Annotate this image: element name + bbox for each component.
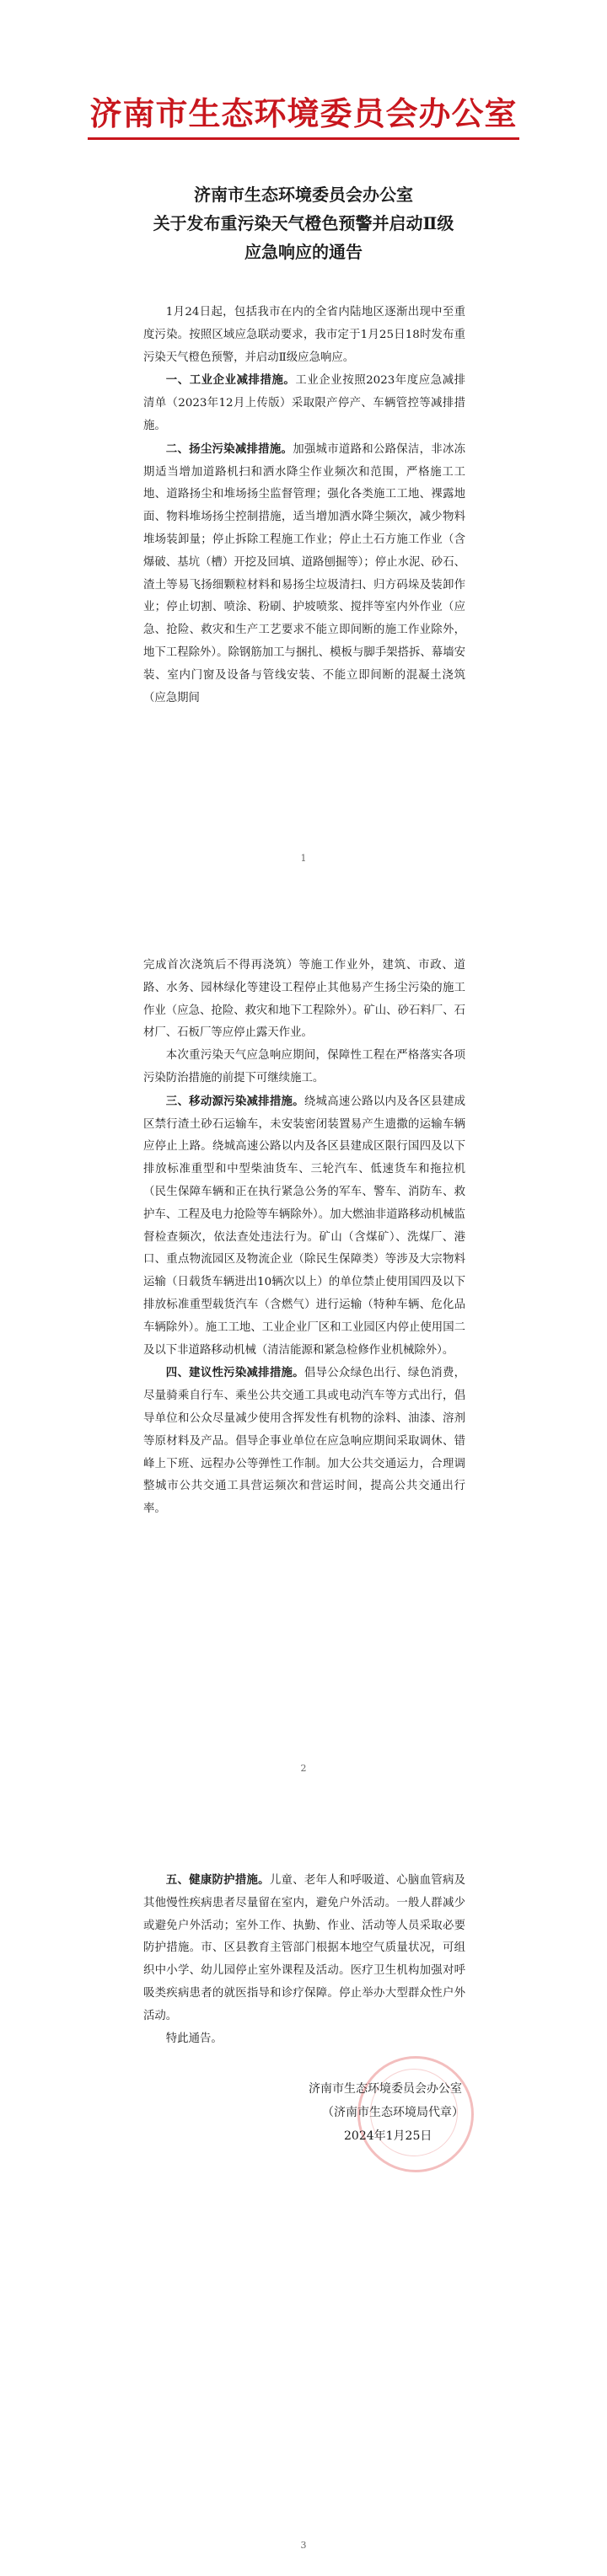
mobile-source-measures-paragraph: 三、移动源污染减排措施。绕城高速公路以内及各区县建成区禁行渣土砂石运输车，未安装密闭装置易产生遗撒的运输车辆应停止上路。绕城高速公路以内及各区县建成区限行国四及以下排放标准重型和中型柴油货车、三轮汽车、低速货车和拖拉机（民生保障车辆和正在执行紧急公务的军车、警车、消防车、救护车、工程及电力抢险等车辆除外）。加大燃油非道路移动机械监督检查频次，依法查处违法行为。矿山（含煤矿）、洗煤厂、港口、重点物流园区及物流企业（除民生保障类）等涉及大宗物料运输（日载货车辆进出10辆次以上）的单位禁止使用国四及以下排放标准重型载货汽车（含燃气）进行运输（特种车辆、危化品车辆除外）。施工工地、工业企业厂区和工业园区内停止使用国二及以下非道路移动机械（清洁能源和紧急检修作业机械除外）。 [143, 1094, 466, 1357]
document-page-1 [0, 0, 607, 886]
page-number-2: 2 [300, 1763, 307, 1774]
header-red-line [88, 137, 519, 140]
signature-org: 济南市生态环境委员会办公室 [309, 2082, 462, 2096]
notice-title-line-1: 济南市生态环境委员会办公室 [194, 185, 413, 205]
guarantee-projects-paragraph: 本次重污染天气应急响应期间，保障性工程在严格落实各项污染防治措施的前提下可继续施工。 [143, 1049, 465, 1084]
page-2-body [143, 955, 465, 1521]
page-number-3: 3 [300, 2540, 307, 2551]
notice-title-line-3: 应急响应的通告 [244, 242, 363, 262]
notice-title-line-2: 关于发布重污染天气橙色预警并启动Ⅱ级 [153, 213, 454, 233]
health-measures-paragraph: 五、健康防护措施。儿童、老年人和呼吸道、心脑血管病及其他慢性疾病患者尽量留在室内，避免户外活动。一般人群减少或避免户外活动；室外工作、执勤、作业、活动等人员采取必要防护措施。市、区县教育主管部门根据本地空气质量状况，可组织中小学、幼儿园停止室外课程及活动。医疗卫生机构加强对呼吸类疾病患者的就医指导和诊疗保障。停止举办大型群众性户外活动。 [143, 1873, 466, 2022]
intro-paragraph: 1月24日起，包括我市在内的全省内陆地区逐渐出现中至重度污染。按照区域应急联动要求，我市定于1月25日18时发布重污染天气橙色预警，并启动Ⅱ级应急响应。 [143, 306, 465, 364]
page-number-1: 1 [300, 853, 307, 864]
closing-remark: 特此通告。 [165, 2032, 223, 2045]
issuer-header: 济南市生态环境委员会办公室 [89, 94, 518, 132]
dust-measures-paragraph: 二、扬尘污染减排措施。加强城市道路和公路保洁，非冰冻期适当增加道路机扫和洒水降尘作业频次和范围，严格施工工地、道路扬尘和堆场扬尘监督管理；强化各类施工工地、裸露地面、物料堆场扬尘控制措施，适当增加洒水降尘频次，减少物料堆场装卸量；停止拆除工程施工作业；停止土石方施工作业（含爆破、基坑（槽）开挖及回填、道路刨掘等）；停止水泥、砂石、渣土等易飞扬细颗粒材料和易扬尘垃圾清扫、归方码垛及装卸作业；停止切割、喷涂、粉刷、护坡喷浆、搅拌等室内外作业（应急、抢险、救灾和生产工艺要求不能立即间断的施工作业除外，地下工程除外）。除钢筋加工与捆扎、模板与脚手架搭拆、幕墙安装、室内门窗及设备与管线安装、不能立即间断的混凝土浇筑（应急期间 [143, 442, 466, 704]
industrial-measures-paragraph: 一、工业企业减排措施。工业企业按照2023年度应急减排清单（2023年12月上传版）采取限产停产、车辆管控等减排措施。 [143, 373, 466, 432]
signature-date: 2024年1月25日 [344, 2129, 432, 2143]
page-1-body [143, 302, 465, 710]
dust-measures-continued: 完成首次浇筑后不得再浇筑）等施工作业外，建筑、市政、道路、水务、园林绿化等建设工程停止其他易产生扬尘污染的施工作业（应急、抢险、救灾和地下工程除外）。矿山、砂石料厂、石材厂、石板厂等应停止露天作业。 [143, 959, 465, 1040]
advisory-measures-paragraph: 四、建议性污染减排措施。倡导公众绿色出行、绿色消费，尽量骑乘自行车、乘坐公共交通工具或电动汽车等方式出行，倡导单位和公众尽量减少使用含挥发性有机物的涂料、油漆、溶剂等原材料及产品。倡导企事业单位在应急响应期间采取调休、错峰上下班、远程办公等弹性工作制。加大公共交通运力，合理调整城市公共交通工具营运频次和营运时间，提高公共交通出行率。 [143, 1366, 466, 1516]
signature-agency: （济南市生态环境局代章） [322, 2106, 464, 2119]
page-3-body [143, 1869, 465, 2050]
